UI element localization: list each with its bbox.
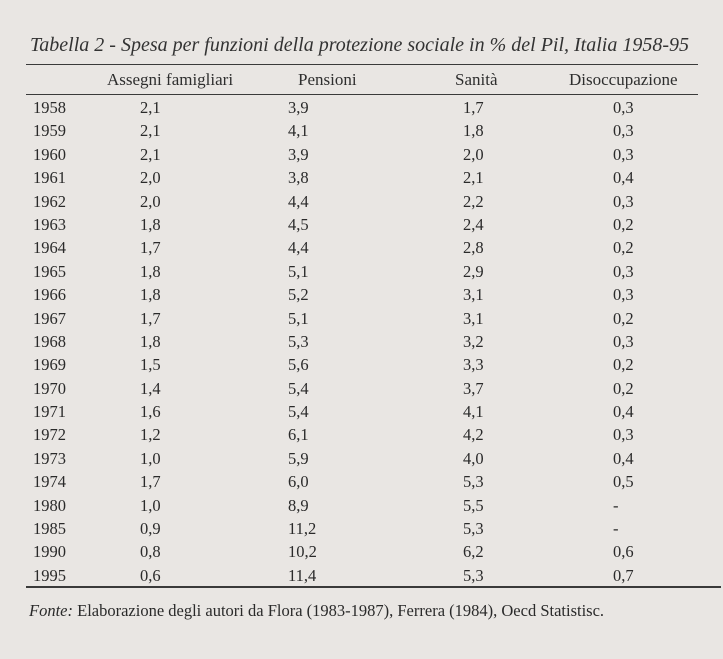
table-row (0, 423, 723, 446)
cell-year: 1960 (33, 144, 66, 164)
cell-year: 1970 (33, 378, 66, 398)
cell-pensioni: 3,9 (288, 98, 309, 117)
table-row (0, 564, 723, 587)
cell-sanita: 3,1 (463, 285, 484, 305)
cell-disoccupazione: 0,2 (613, 214, 634, 234)
cell-sanita: 2,1 (463, 168, 484, 188)
cell-disoccupazione: 0,3 (613, 331, 634, 351)
cell-assegni: 0,8 (140, 542, 161, 562)
cell-sanita: 5,3 (463, 565, 484, 585)
table-row (0, 494, 723, 517)
cell-pensioni: 3,9 (288, 144, 309, 164)
cell-year: 1958 (33, 98, 66, 117)
cell-pensioni: 11,2 (288, 519, 317, 539)
cell-pensioni: 4,4 (288, 238, 309, 258)
cell-assegni: 1,7 (140, 238, 161, 258)
cell-pensioni: 5,3 (288, 331, 309, 351)
cell-disoccupazione: 0,3 (613, 425, 634, 445)
table-row (0, 236, 723, 259)
cell-pensioni: 11,4 (288, 565, 317, 585)
cell-pensioni: 3,8 (288, 168, 309, 188)
cell-sanita: 1,8 (463, 121, 484, 141)
cell-pensioni: 4,1 (288, 121, 309, 141)
cell-year: 1962 (33, 191, 66, 211)
cell-disoccupazione: 0,6 (613, 542, 634, 562)
cell-pensioni: 4,4 (288, 191, 309, 211)
cell-assegni: 2,1 (140, 144, 161, 164)
cell-sanita: 6,2 (463, 542, 484, 562)
cell-pensioni: 4,5 (288, 214, 309, 234)
cell-pensioni: 5,1 (288, 308, 309, 328)
table-row (0, 540, 723, 563)
cell-disoccupazione: 0,4 (613, 402, 634, 422)
cell-sanita: 2,8 (463, 238, 484, 258)
cell-year: 1995 (33, 565, 66, 585)
cell-year: 1980 (33, 495, 66, 515)
cell-year: 1973 (33, 448, 66, 468)
cell-assegni: 2,0 (140, 191, 161, 211)
cell-disoccupazione: 0,4 (613, 448, 634, 468)
cell-disoccupazione: 0,3 (613, 261, 634, 281)
cell-assegni: 1,5 (140, 355, 161, 375)
cell-disoccupazione: 0,4 (613, 168, 634, 188)
cell-assegni: 2,0 (140, 168, 161, 188)
cell-disoccupazione: 0,3 (613, 191, 634, 211)
cell-sanita: 4,0 (463, 448, 484, 468)
cell-sanita: 5,3 (463, 472, 484, 492)
table-row (0, 119, 723, 142)
cell-sanita: 4,2 (463, 425, 484, 445)
cell-pensioni: 5,9 (288, 448, 309, 468)
cell-sanita: 4,1 (463, 402, 484, 422)
cell-sanita: 2,0 (463, 144, 484, 164)
cell-pensioni: 8,9 (288, 495, 309, 515)
cell-pensioni: 6,1 (288, 425, 309, 445)
cell-assegni: 0,6 (140, 565, 161, 585)
cell-sanita: 5,3 (463, 519, 484, 539)
table-row (0, 330, 723, 353)
cell-pensioni: 10,2 (288, 542, 317, 562)
column-header-assegni: Assegni famigliari (107, 70, 234, 89)
cell-assegni: 1,8 (140, 214, 161, 234)
cell-year: 1965 (33, 261, 66, 281)
cell-disoccupazione: 0,3 (613, 121, 634, 141)
table-row (0, 283, 723, 306)
cell-pensioni: 5,2 (288, 285, 309, 305)
cell-disoccupazione: 0,2 (613, 355, 634, 375)
cell-sanita: 2,4 (463, 214, 484, 234)
cell-assegni: 1,6 (140, 402, 161, 422)
cell-pensioni: 5,6 (288, 355, 309, 375)
cell-sanita: 2,2 (463, 191, 484, 211)
cell-sanita: 3,1 (463, 308, 484, 328)
cell-assegni: 1,8 (140, 331, 161, 351)
cell-year: 1990 (33, 542, 66, 562)
cell-year: 1967 (33, 308, 66, 328)
column-header-disoccupazione: Disoccupazione (569, 70, 678, 89)
cell-pensioni: 5,1 (288, 261, 309, 281)
table-row (0, 213, 723, 236)
cell-disoccupazione: 0,3 (613, 98, 634, 117)
table-row (0, 377, 723, 400)
table-row (0, 307, 723, 330)
table-row (0, 166, 723, 189)
cell-assegni: 1,0 (140, 495, 161, 515)
cell-disoccupazione: - (613, 495, 619, 515)
cell-pensioni: 5,4 (288, 402, 309, 422)
cell-disoccupazione: 0,3 (613, 144, 634, 164)
footnote-text: Elaborazione degli autori da Flora (1983-1987), Ferrera (1984), Oecd Statistisc. (72, 601, 605, 620)
cell-sanita: 3,3 (463, 355, 484, 375)
cell-year: 1964 (33, 238, 66, 258)
table-body (0, 96, 723, 587)
cell-pensioni: 5,4 (288, 378, 309, 398)
cell-year: 1985 (33, 519, 66, 539)
table-row (0, 190, 723, 213)
footnote-label: Fonte: (29, 601, 73, 620)
cell-pensioni: 6,0 (288, 472, 309, 492)
table-top-rule (26, 64, 698, 65)
column-header-sanita: Sanità (455, 70, 498, 89)
cell-disoccupazione: 0,2 (613, 238, 634, 258)
table-row (0, 400, 723, 423)
cell-assegni: 2,1 (140, 121, 161, 141)
cell-sanita: 3,7 (463, 378, 484, 398)
cell-year: 1971 (33, 402, 66, 422)
table-row (0, 96, 723, 119)
table-header-rule (26, 94, 698, 95)
cell-assegni: 2,1 (140, 98, 161, 117)
cell-disoccupazione: 0,2 (613, 378, 634, 398)
table-row (0, 447, 723, 470)
cell-disoccupazione: 0,2 (613, 308, 634, 328)
column-header-pensioni: Pensioni (298, 70, 357, 89)
cell-disoccupazione: 0,7 (613, 565, 634, 585)
table-row (0, 517, 723, 540)
cell-year: 1968 (33, 331, 66, 351)
cell-disoccupazione: 0,3 (613, 285, 634, 305)
table-title: Tabella 2 - Spesa per funzioni della protezione sociale in % del Pil, Italia 1958-95 (30, 34, 690, 56)
cell-year: 1974 (33, 472, 66, 492)
cell-year: 1963 (33, 214, 66, 234)
table-footnote (29, 600, 709, 622)
cell-assegni: 1,8 (140, 261, 161, 281)
cell-year: 1959 (33, 121, 66, 141)
cell-assegni: 0,9 (140, 519, 161, 539)
table-row (0, 353, 723, 376)
cell-year: 1966 (33, 285, 66, 305)
table-row (0, 260, 723, 283)
cell-year: 1961 (33, 168, 66, 188)
cell-assegni: 1,2 (140, 425, 161, 445)
cell-disoccupazione: - (613, 519, 619, 539)
cell-assegni: 1,4 (140, 378, 161, 398)
cell-sanita: 1,7 (463, 98, 484, 117)
cell-assegni: 1,7 (140, 472, 161, 492)
cell-sanita: 5,5 (463, 495, 484, 515)
table-row (0, 470, 723, 493)
table-row (0, 143, 723, 166)
cell-sanita: 3,2 (463, 331, 484, 351)
cell-assegni: 1,7 (140, 308, 161, 328)
table-bottom-rule (26, 586, 721, 588)
cell-year: 1972 (33, 425, 66, 445)
cell-sanita: 2,9 (463, 261, 484, 281)
cell-disoccupazione: 0,5 (613, 472, 634, 492)
cell-assegni: 1,0 (140, 448, 161, 468)
cell-year: 1969 (33, 355, 66, 375)
cell-assegni: 1,8 (140, 285, 161, 305)
